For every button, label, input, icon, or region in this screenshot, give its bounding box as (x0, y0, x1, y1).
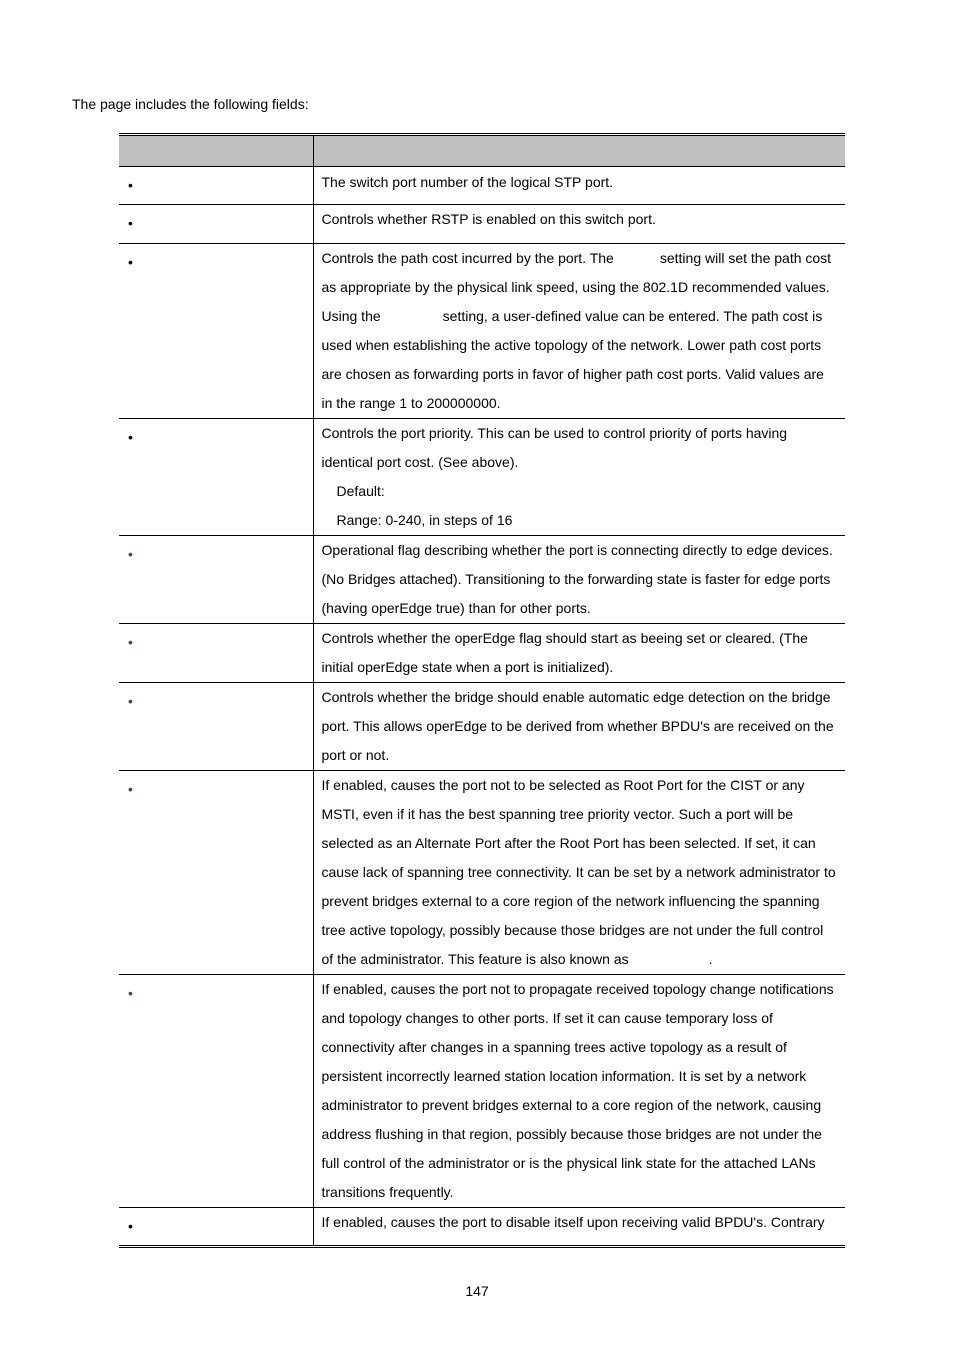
object-cell (119, 244, 313, 419)
intro-text: The page includes the following fields: (72, 96, 309, 112)
object-cell (119, 419, 313, 536)
table-row (119, 419, 845, 536)
table-row (119, 205, 845, 244)
table-row (119, 975, 845, 1208)
object-cell (119, 1208, 313, 1247)
bullet-icon: • (128, 693, 133, 709)
bullet-icon: • (128, 781, 133, 797)
table-row (119, 536, 845, 624)
object-cell (119, 624, 313, 683)
header-object (119, 135, 313, 167)
description-cell: Controls whether RSTP is enabled on this switch port. (313, 205, 845, 244)
table-row (119, 167, 845, 205)
table-row (119, 1208, 845, 1247)
object-cell (119, 771, 313, 975)
object-cell (119, 975, 313, 1208)
description-cell: Controls whether the bridge should enable automatic edge detection on the bridge port. This allows operEdge to be derived from whether BPDU's are received on the port or not. (313, 683, 845, 771)
bullet-icon: • (128, 215, 133, 231)
bullet-icon: • (128, 546, 133, 562)
description-cell: Operational flag describing whether the port is connecting directly to edge devices. (No Bridges attached). Transitioning to the forwarding state is faster for edge ports (having operEdge true) than for other ports. (313, 536, 845, 624)
bullet-icon: • (128, 634, 133, 650)
table-row (119, 244, 845, 419)
bullet-icon: • (128, 429, 133, 445)
page-number: 147 (465, 1283, 489, 1299)
description-cell: Controls the port priority. This can be used to control priority of ports having identical port cost. (See above). Default: Range: 0-240, in steps of 16 (313, 419, 845, 536)
object-cell (119, 205, 313, 244)
bullet-icon: • (128, 985, 133, 1001)
table-header-row (119, 135, 845, 167)
description-cell: If enabled, causes the port to disable itself upon receiving valid BPDU's. Contrary (313, 1208, 845, 1247)
table-row (119, 683, 845, 771)
description-cell: If enabled, causes the port not to be selected as Root Port for the CIST or any MSTI, even if it has the best spanning tree priority vector. Such a port will be selected as an Alternate Port after the Root Port has been selected. If set, it can cause lack of spanning tree connectivity. It can be set by a network administrator to prevent bridges external to a core region of the network influencing the spanning tree active topology, possibly because those bridges are not under the full control of the administrator. This feature is also known as . (313, 771, 845, 975)
description-cell: Controls whether the operEdge flag should start as beeing set or cleared. (The initial operEdge state when a port is initialized). (313, 624, 845, 683)
fields-table (119, 133, 845, 1248)
bullet-icon: • (128, 1218, 133, 1234)
description-cell: Controls the path cost incurred by the port. The setting will set the path cost as appropriate by the physical link speed, using the 802.1D recommended values. Using the setting, a user-defined value can be entered. The path cost is used when establishing the active topology of the network. Lower path cost ports are chosen as forwarding ports in favor of higher path cost ports. Valid values are in the range 1 to 200000000. (313, 244, 845, 419)
bullet-icon: • (128, 254, 133, 270)
header-description (313, 135, 845, 167)
table-row (119, 624, 845, 683)
object-cell (119, 683, 313, 771)
bullet-icon: • (128, 177, 133, 193)
table-row (119, 771, 845, 975)
object-cell (119, 536, 313, 624)
object-cell (119, 167, 313, 205)
description-cell: The switch port number of the logical STP port. (313, 167, 845, 205)
description-cell: If enabled, causes the port not to propagate received topology change notifications and topology changes to other ports. If set it can cause temporary loss of connectivity after changes in a spanning trees active topology as a result of persistent incorrectly learned station location information. It is set by a network administrator to prevent bridges external to a core region of the network, causing address flushing in that region, possibly because those bridges are not under the full control of the administrator or is the physical link state for the attached LANs transitions frequently. (313, 975, 845, 1208)
